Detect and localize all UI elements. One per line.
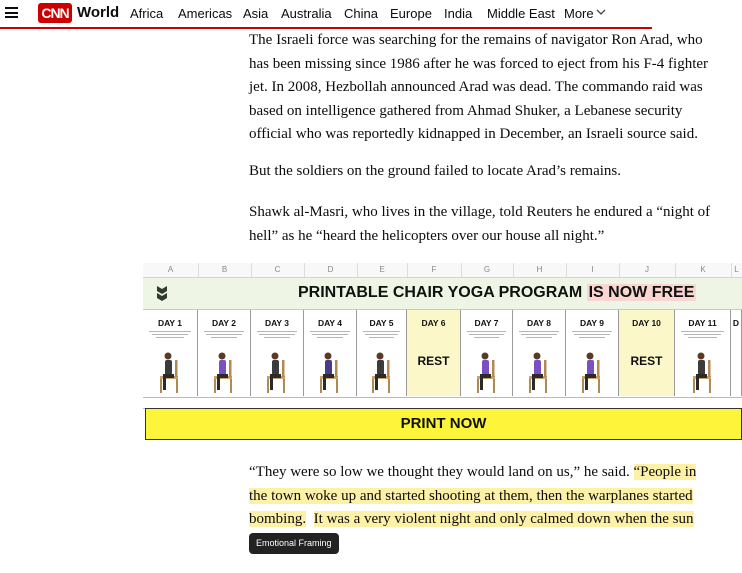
exercise-description-lines [202, 331, 246, 339]
text-line: official who was reportedly kidnapped in December, an Israeli source said. [249, 126, 698, 142]
column-label: G [461, 263, 514, 277]
day-label: DAY 2 [211, 318, 237, 328]
article-paragraph-4 [249, 461, 724, 532]
day-cell [407, 310, 461, 396]
nav-link-middle-east[interactable]: Middle East [487, 6, 555, 21]
ad-title-main: PRINTABLE CHAIR YOGA PROGRAM [298, 284, 587, 301]
day-label: DAY 3 [264, 318, 290, 328]
chair-yoga-pose-icon [472, 350, 502, 394]
exercise-description-lines [679, 331, 726, 339]
chair-yoga-pose-icon [577, 350, 607, 394]
day-label: DAY 6 [421, 318, 446, 328]
chair-yoga-pose-icon [524, 350, 554, 394]
exercise-description-lines [517, 331, 561, 339]
spreadsheet-column-header [143, 263, 742, 278]
nav-link-more[interactable]: More [564, 6, 594, 21]
rest-label: REST [630, 354, 663, 368]
text-line: Shawk al-Masri, who lives in the village, told Reuters he endured a “night of [249, 204, 711, 220]
text-line: hell” as he “heard the helicopters over our house all night.” [249, 227, 605, 244]
day-label: DAY 7 [474, 318, 499, 328]
day-label: DAY 4 [317, 318, 343, 328]
highlighted-text[interactable]: “People in [633, 464, 697, 480]
chair-yoga-pose-icon [262, 350, 292, 394]
highlighted-text[interactable]: bombing. [249, 511, 307, 527]
print-now-label: PRINT NOW [400, 415, 487, 432]
chevron-down-icon[interactable] [596, 7, 606, 20]
exercise-description-lines [570, 331, 614, 339]
chair-yoga-pose-icon [155, 350, 185, 394]
day-label: DAY 8 [526, 318, 552, 328]
chair-yoga-pose-icon [367, 350, 397, 394]
nav-link-china[interactable]: China [344, 6, 378, 21]
day-cell [461, 310, 513, 396]
day-cell [619, 310, 675, 396]
cnn-logo[interactable]: CNN [38, 3, 72, 23]
day-label: DAY 11 [688, 318, 717, 328]
article-paragraph-1 [249, 29, 724, 147]
column-label: A [143, 263, 199, 277]
column-label: H [513, 263, 567, 277]
nav-link-europe[interactable]: Europe [390, 6, 432, 21]
rest-label: REST [417, 354, 450, 368]
column-label: L [731, 263, 742, 277]
hamburger-icon[interactable] [5, 7, 18, 18]
exercise-description-lines [308, 331, 352, 339]
ad-title [298, 284, 696, 302]
text-line: “They were so low we thought they would land on us,” he said. [249, 464, 634, 480]
column-label: B [198, 263, 252, 277]
day-cell [143, 310, 198, 396]
exercise-description-lines [255, 331, 299, 339]
highlighted-text[interactable]: It was a very violent night and only calmed down when the sun [313, 511, 694, 527]
highlighted-text[interactable]: the town woke up and started shooting at them, then the warplanes started [249, 487, 693, 504]
text-line: based on intelligence gathered from Ahmad Shuker, a Lebanese security [249, 102, 683, 119]
day-label: D [732, 318, 740, 328]
day-cell [304, 310, 357, 396]
column-label: F [407, 263, 462, 277]
top-nav [0, 0, 742, 27]
nav-link-africa[interactable]: Africa [130, 6, 164, 21]
text-line: has been missing since 1986 after he was forced to eject from his F-4 fighter [249, 55, 709, 72]
text-line: The Israeli force was searching for the remains of navigator Ron Arad, who [249, 32, 703, 48]
day-cell [566, 310, 619, 396]
day-cell [251, 310, 304, 396]
day-grid [143, 310, 742, 396]
chair-yoga-pose-icon [688, 350, 718, 394]
chair-yoga-pose-icon [315, 350, 345, 394]
ad-banner [143, 278, 742, 310]
day-cell [513, 310, 566, 396]
ad-title-accent: IS NOW FREE [588, 284, 695, 301]
day-cell [675, 310, 731, 396]
column-label: C [251, 263, 305, 277]
day-cell [198, 310, 251, 396]
exercise-description-lines [361, 331, 402, 339]
column-label: E [357, 263, 408, 277]
day-label: DAY 1 [157, 318, 183, 328]
day-label: DAY 10 [632, 318, 661, 328]
text-line: jet. In 2008, Hezbollah announced Arad was dead. The commando raid was [249, 79, 703, 95]
exercise-description-lines [147, 331, 193, 339]
exercise-description-lines [465, 331, 508, 339]
nav-link-india[interactable]: India [444, 6, 473, 21]
section-title[interactable]: World [77, 4, 120, 21]
column-label: D [304, 263, 358, 277]
column-label: I [566, 263, 620, 277]
day-cell [357, 310, 407, 396]
emotional-framing-tooltip: Emotional Framing [249, 533, 339, 554]
print-now-button[interactable] [145, 408, 742, 440]
nav-link-asia[interactable]: Asia [243, 6, 269, 21]
column-label: J [619, 263, 676, 277]
article-paragraph-2: But the soldiers on the ground failed to locate Arad’s remains. [249, 163, 621, 179]
chair-yoga-pose-icon [209, 350, 239, 394]
chair-yoga-ad[interactable] [143, 263, 742, 441]
brand-logo-icon [155, 285, 169, 303]
article-paragraph-3 [249, 201, 724, 248]
day-cell [731, 310, 742, 396]
column-label: K [675, 263, 732, 277]
nav-link-americas[interactable]: Americas [178, 6, 233, 21]
day-label: DAY 5 [369, 318, 394, 328]
day-label: DAY 9 [579, 318, 605, 328]
nav-link-australia[interactable]: Australia [281, 6, 332, 21]
